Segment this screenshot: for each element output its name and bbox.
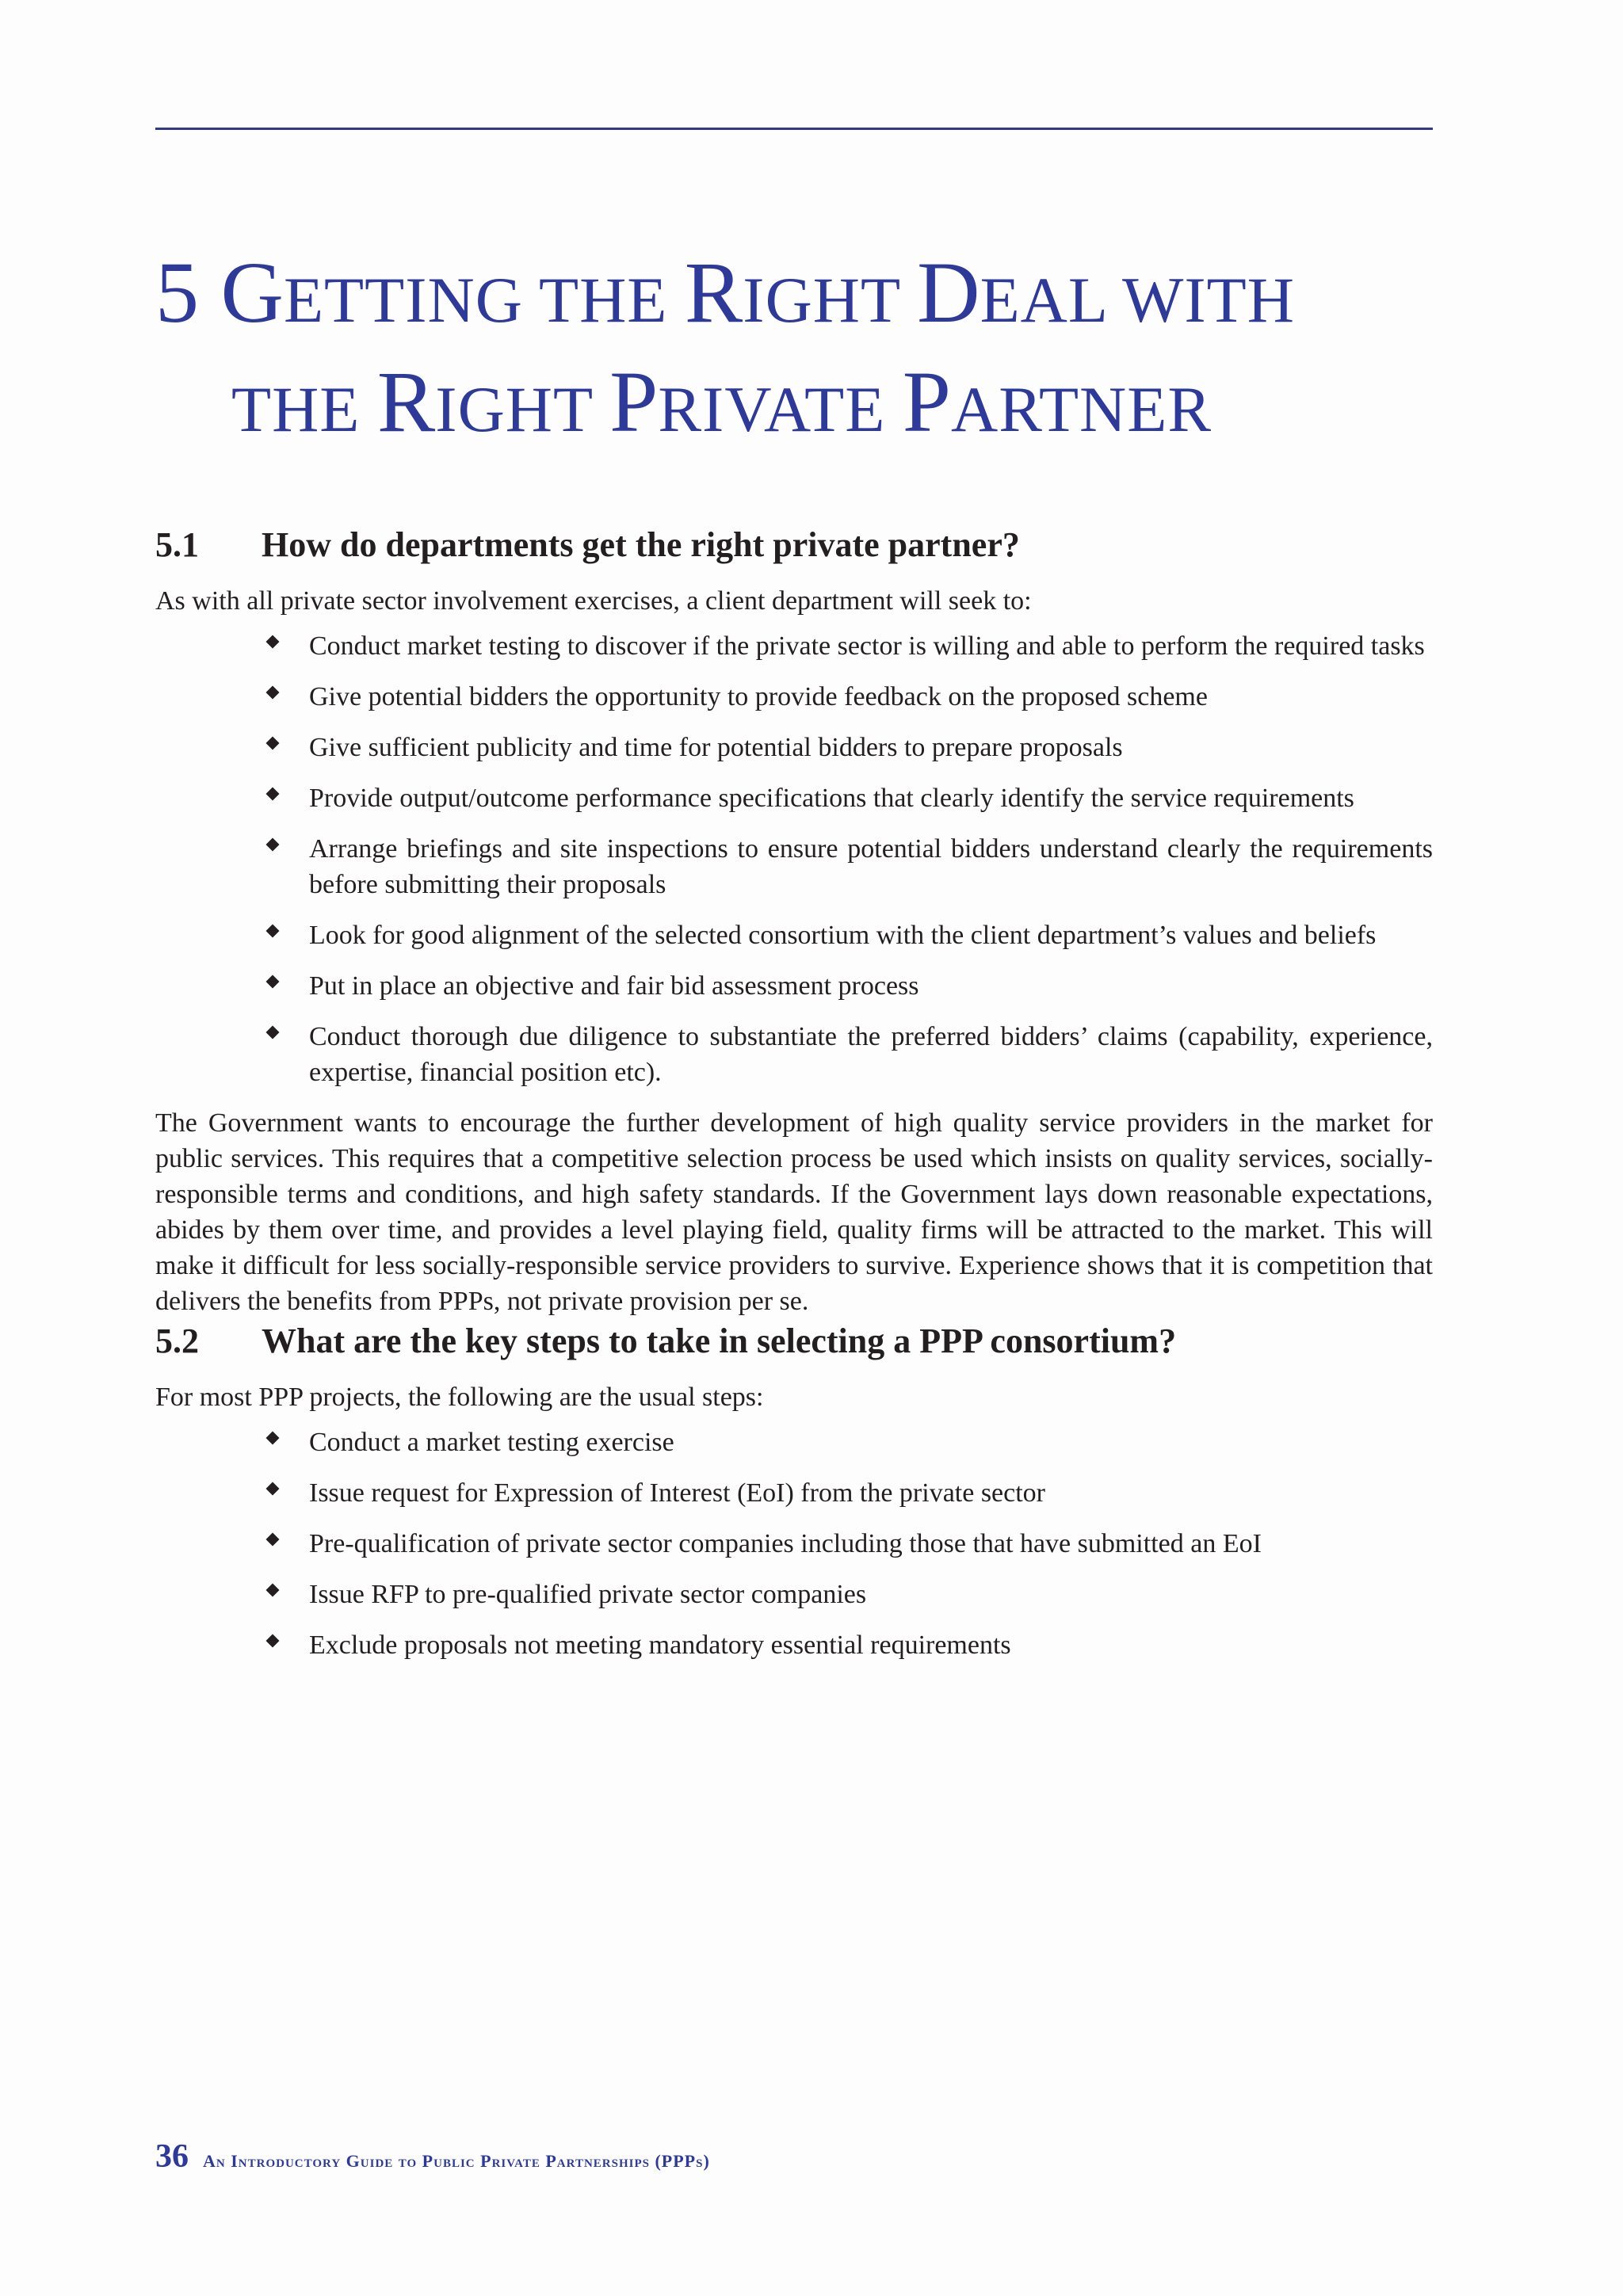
title-initial: R	[684, 244, 743, 341]
section-5-2-bullet-list	[155, 1425, 1433, 1663]
diamond-bullet-icon	[266, 1584, 280, 1597]
list-item-text: Look for good alignment of the selected consortium with the client department’s values and beliefs	[309, 921, 1377, 950]
diamond-bullet-icon	[266, 925, 280, 938]
list-item-text: Give potential bidders the opportunity to provide feedback on the proposed scheme	[309, 682, 1208, 711]
title-initial: P	[609, 353, 659, 450]
diamond-bullet-icon	[266, 737, 280, 750]
page-number: 36	[155, 2138, 189, 2175]
chapter-title-line-1	[155, 242, 1503, 351]
list-item	[309, 917, 1433, 953]
header-rule	[155, 128, 1433, 130]
section-5-2-intro: For most PPP projects, the following are the usual steps:	[155, 1383, 764, 1412]
section-5-1-bullet-list	[155, 628, 1433, 1090]
title-word: EAL WITH	[980, 264, 1295, 336]
section-title: What are the key steps to take in selecting a PPP consortium?	[262, 1322, 1177, 1360]
title-initial: D	[917, 244, 980, 341]
section-number: 5.1	[155, 525, 199, 564]
title-word: ETTING THE	[283, 264, 685, 336]
chapter-title	[155, 242, 1503, 460]
title-initial: P	[902, 353, 951, 450]
diamond-bullet-icon	[266, 1533, 280, 1547]
list-item	[309, 1577, 1433, 1612]
list-item-text: Put in place an objective and fair bid assessment process	[309, 971, 919, 1001]
list-item	[309, 1475, 1433, 1511]
chapter-number: 5	[155, 244, 199, 341]
section-5-1-heading	[155, 523, 1433, 567]
title-word: THE	[231, 373, 377, 445]
diamond-bullet-icon	[266, 838, 280, 852]
title-initial: R	[376, 353, 436, 450]
list-item	[309, 730, 1433, 765]
diamond-bullet-icon	[266, 1026, 280, 1039]
diamond-bullet-icon	[266, 1634, 280, 1648]
page-content	[155, 523, 1433, 1678]
diamond-bullet-icon	[266, 635, 280, 649]
diamond-bullet-icon	[266, 788, 280, 801]
list-item	[309, 831, 1433, 902]
list-item	[309, 628, 1433, 664]
title-initial: G	[220, 244, 284, 341]
running-title: An Introductory Guide to Public Private Partnerships (PPPs)	[203, 2151, 710, 2171]
list-item	[309, 780, 1433, 816]
list-item-text: Issue request for Expression of Interest (EoI) from the private sector	[309, 1478, 1046, 1508]
list-item	[309, 1627, 1433, 1663]
section-5-2-heading	[155, 1319, 1433, 1363]
diamond-bullet-icon	[266, 1482, 280, 1496]
list-item-text: Arrange briefings and site inspections to ensure potential bidders understand clearly the requirements before submitting their proposals	[309, 834, 1433, 899]
section-5-1-intro: As with all private sector involvement exercises, a client department will seek to:	[155, 586, 1032, 616]
title-word: IGHT	[743, 264, 918, 336]
section-5-1-paragraph: The Government wants to encourage the further development of high quality service providers in the market for public services. This requires that a competitive selection process be used which insists on quality services, socially-responsible terms and conditions, and high safety standards. If the Government lays down reasonable expectations, abides by them over time, and provides a level playing field, quality firms will be attracted to the market. This will make it difficult for less socially-responsible service providers to survive. Experience shows that it is competition that delivers the benefits from PPPs, not private provision per se.	[155, 1108, 1433, 1316]
list-item-text: Conduct thorough due diligence to substantiate the preferred bidders’ claims (capability, experience, expertise, financial position etc).	[309, 1022, 1433, 1087]
section-title: How do departments get the right private partner?	[262, 525, 1020, 564]
section-number: 5.2	[155, 1322, 199, 1360]
list-item	[309, 1425, 1433, 1460]
list-item-text: Exclude proposals not meeting mandatory essential requirements	[309, 1630, 1011, 1660]
list-item	[309, 679, 1433, 715]
list-item-text: Provide output/outcome performance specifications that clearly identify the service requirements	[309, 784, 1354, 813]
title-word: IGHT	[435, 373, 610, 445]
list-item-text: Give sufficient publicity and time for potential bidders to prepare proposals	[309, 733, 1123, 762]
list-item-text: Pre-qualification of private sector companies including those that have submitted an EoI	[309, 1529, 1262, 1558]
list-item-text: Conduct a market testing exercise	[309, 1428, 674, 1457]
list-item	[309, 968, 1433, 1004]
diamond-bullet-icon	[266, 975, 280, 989]
list-item-text: Issue RFP to pre-qualified private sector companies	[309, 1580, 867, 1609]
diamond-bullet-icon	[266, 1432, 280, 1445]
list-item	[309, 1019, 1433, 1090]
chapter-title-line-2	[155, 351, 1503, 460]
title-word: RIVATE	[658, 373, 903, 445]
diamond-bullet-icon	[266, 686, 280, 700]
page-footer	[155, 2138, 710, 2176]
list-item	[309, 1526, 1433, 1562]
list-item-text: Conduct market testing to discover if the private sector is willing and able to perform the required tasks	[309, 631, 1425, 661]
title-word: ARTNER	[950, 373, 1212, 445]
